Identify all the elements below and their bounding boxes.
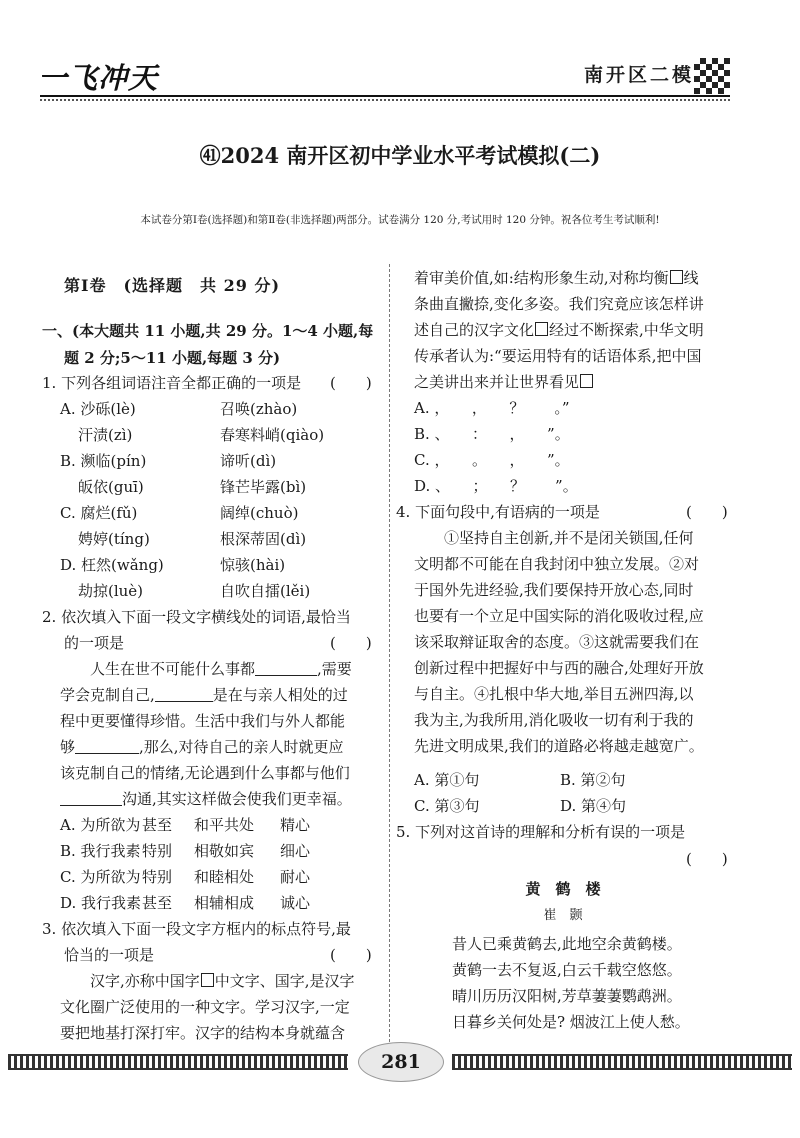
part-heading-cont: 题 2 分;5～11 小题,每题 3 分) (64, 349, 281, 367)
q2-passage-line: 够 ,那么,对待自己的亲人时就更应 (60, 738, 344, 756)
q1-option-d-2: 惊骇(hài) (220, 556, 286, 574)
punctuation-box[interactable] (201, 973, 214, 987)
q4-passage-line: 该采取辩证取舍的态度。③这就需要我们在 (414, 633, 700, 651)
exam-instructions: 本试卷分第Ⅰ卷(选择题)和第Ⅱ卷(非选择题)两部分。试卷满分 120 分,考试用时 120 分钟。祝各位考生考试顺利! (140, 214, 660, 226)
answer-paren-q4[interactable]: ( ) (686, 503, 728, 521)
question-1-stem: 1. 下列各组词语注音全都正确的一项是 (42, 374, 302, 392)
question-2-stem: 2. 依次填入下面一段文字横线处的词语,最恰当 (42, 608, 351, 626)
q4-passage-line: 也要有一个立足中国实际的消化吸收过程,应 (414, 607, 704, 625)
q4-passage-line: 我为主,为我所用,消化吸收一切有利于我的 (414, 711, 694, 729)
q1-option-d-1: D. 枉然(wǎng) (60, 556, 164, 574)
page-number: 281 (358, 1042, 444, 1082)
fill-blank-2[interactable] (155, 685, 213, 702)
question-2-stem-cont: 的一项是 (64, 634, 125, 652)
q1-option-c-1: C. 腐烂(fǔ) (60, 504, 138, 522)
q2-passage-line: 人生在世不可能什么事都 ,需要 (90, 660, 352, 678)
question-3-stem-cont: 恰当的一项是 (64, 946, 155, 964)
q3-passage-line: 传承者认为:“要运用特有的话语体系,把中国 (414, 347, 702, 365)
punctuation-box[interactable] (535, 322, 548, 336)
page-title: ㊶2024 南开区初中学业水平考试模拟(二) (199, 143, 601, 168)
checkered-decoration (694, 58, 730, 94)
q1-option-b-4: 锋芒毕露(bì) (220, 478, 307, 496)
q4-passage-line: ①坚持自主创新,并不是闭关锁国,任何 (444, 529, 694, 547)
q3-option-d: D. 、 ； ？ ”。 (414, 477, 578, 495)
section-title: 第Ⅰ卷 (选择题 共 29 分) (64, 276, 281, 295)
q2-option-a: A. 为所欲为 甚至 和平共处 精心 (60, 816, 311, 834)
q4-option-d: D. 第④句 (560, 797, 627, 815)
fill-blank-3[interactable] (75, 737, 139, 754)
q1-option-d-3: 劫掠(luè) (78, 582, 144, 600)
poem-line: 黄鹤一去不复返,白云千载空悠悠。 (452, 961, 682, 979)
header-dotted-rule (40, 99, 730, 101)
q2-option-d: D. 我行我素甚至 相辅相成 诚心 (60, 894, 311, 912)
q3-passage-line: 述自己的汉字文化 经过不断探索,中华文明 (414, 321, 704, 339)
poem-title: 黄 鹤 楼 (525, 880, 601, 898)
exam-region-tag: 南开区二模 (584, 64, 695, 86)
poem-line: 晴川历历汉阳树,芳草萋萋鹦鹉洲。 (452, 987, 682, 1005)
brand-logo: 一飞冲天 (38, 61, 159, 95)
fill-blank-1[interactable] (255, 659, 317, 676)
punctuation-box[interactable] (670, 270, 683, 284)
q4-option-a: A. 第①句 (414, 771, 480, 789)
answer-paren-q2[interactable]: ( ) (330, 634, 372, 652)
q3-passage-line: 之美讲出来并让世界看见 (414, 369, 594, 396)
q1-option-a-2: 召唤(zhào) (220, 400, 298, 418)
fill-blank-4[interactable] (60, 789, 122, 806)
q4-passage-line: 创新过程中把握好中与西的融合,处理好开放 (414, 659, 704, 677)
footer-ornament-right (452, 1054, 792, 1070)
q4-passage-line: 文明都不可能在自我封闭中独立发展。②对 (414, 555, 700, 573)
q3-passage-line: 文化圈广泛使用的一种文字。学习汉字,一定 (60, 998, 350, 1016)
q2-option-c: C. 为所欲为 特别 和睦相处 耐心 (60, 868, 311, 886)
page-footer (0, 1044, 800, 1084)
q1-option-c-4: 根深蒂固(dì) (220, 530, 307, 548)
poem-line: 昔人已乘黄鹤去,此地空余黄鹤楼。 (452, 935, 682, 953)
q1-option-a-4: 春寒料峭(qiào) (220, 426, 325, 444)
q4-passage-line: 与自主。④扎根中华大地,举目五洲四海,以 (414, 685, 694, 703)
q3-option-b: B. 、 ： ， ”。 (414, 425, 570, 443)
part-heading: 一、(本大题共 11 小题,共 29 分。1～4 小题,每 (42, 322, 374, 340)
question-4-stem: 4. 下面句段中,有语病的一项是 (396, 503, 600, 521)
q3-passage-line: 汉字,亦称中国字 中文字、国字,是汉字 (90, 972, 355, 990)
question-5-stem: 5. 下列对这首诗的理解和分析有误的一项是 (396, 823, 686, 841)
q4-option-b: B. 第②句 (560, 771, 626, 789)
q1-option-b-3: 皈依(guī) (78, 478, 144, 496)
answer-paren-q3[interactable]: ( ) (330, 946, 372, 964)
q3-passage-line: 条曲直撇捺,变化多姿。我们究竟应该怎样讲 (414, 295, 704, 313)
punctuation-box[interactable] (580, 374, 593, 388)
header-rule (40, 95, 730, 97)
q1-option-b-2: 谛听(dì) (220, 452, 277, 470)
column-divider (389, 264, 390, 1042)
q2-passage-line: 该克制自己的情绪,无论遇到什么事都与他们 (60, 764, 350, 782)
q1-option-c-2: 阔绰(chuò) (220, 504, 299, 522)
q4-option-c: C. 第③句 (414, 797, 480, 815)
q4-passage-line: 于国外先进经验,我们要保持开放心态,同时 (414, 581, 694, 599)
q2-passage-line: 学会克制自己, 是在与亲人相处的过 (60, 686, 348, 704)
q3-option-a: A. ， ， ？ 。” (414, 399, 570, 417)
q1-option-a-1: A. 沙砾(lè) (60, 400, 136, 418)
q2-passage-line: 程中更要懂得珍惜。生活中我们与外人都能 (60, 712, 346, 730)
poem-line: 日暮乡关何处是? 烟波江上使人愁。 (452, 1013, 690, 1031)
q1-option-c-3: 娉婷(tíng) (78, 530, 150, 548)
q2-option-b: B. 我行我素特别 相敬如宾 细心 (60, 842, 311, 860)
q1-option-a-3: 汗渍(zì) (78, 426, 133, 444)
q2-passage-line: 沟通,其实这样做会使我们更幸福。 (60, 786, 352, 813)
q4-passage-line: 先进文明成果,我们的道路必将越走越宽广。 (414, 737, 704, 755)
q3-option-c: C. ， 。 ， ”。 (414, 451, 570, 469)
answer-paren-q5[interactable]: ( ) (686, 850, 728, 868)
q1-option-d-4: 自吹自擂(lěi) (220, 582, 311, 600)
answer-paren-q1[interactable]: ( ) (330, 374, 372, 392)
q3-passage-line: 着审美价值,如:结构形象生动,对称均衡 线 (414, 269, 699, 287)
q1-option-b-1: B. 濒临(pín) (60, 452, 147, 470)
question-3-stem: 3. 依次填入下面一段文字方框内的标点符号,最 (42, 920, 351, 938)
q3-passage-line: 要把地基打深打牢。汉字的结构本身就蕴含 (60, 1024, 346, 1042)
footer-ornament-left (8, 1054, 348, 1070)
poem-author: 崔 颢 (543, 908, 583, 923)
